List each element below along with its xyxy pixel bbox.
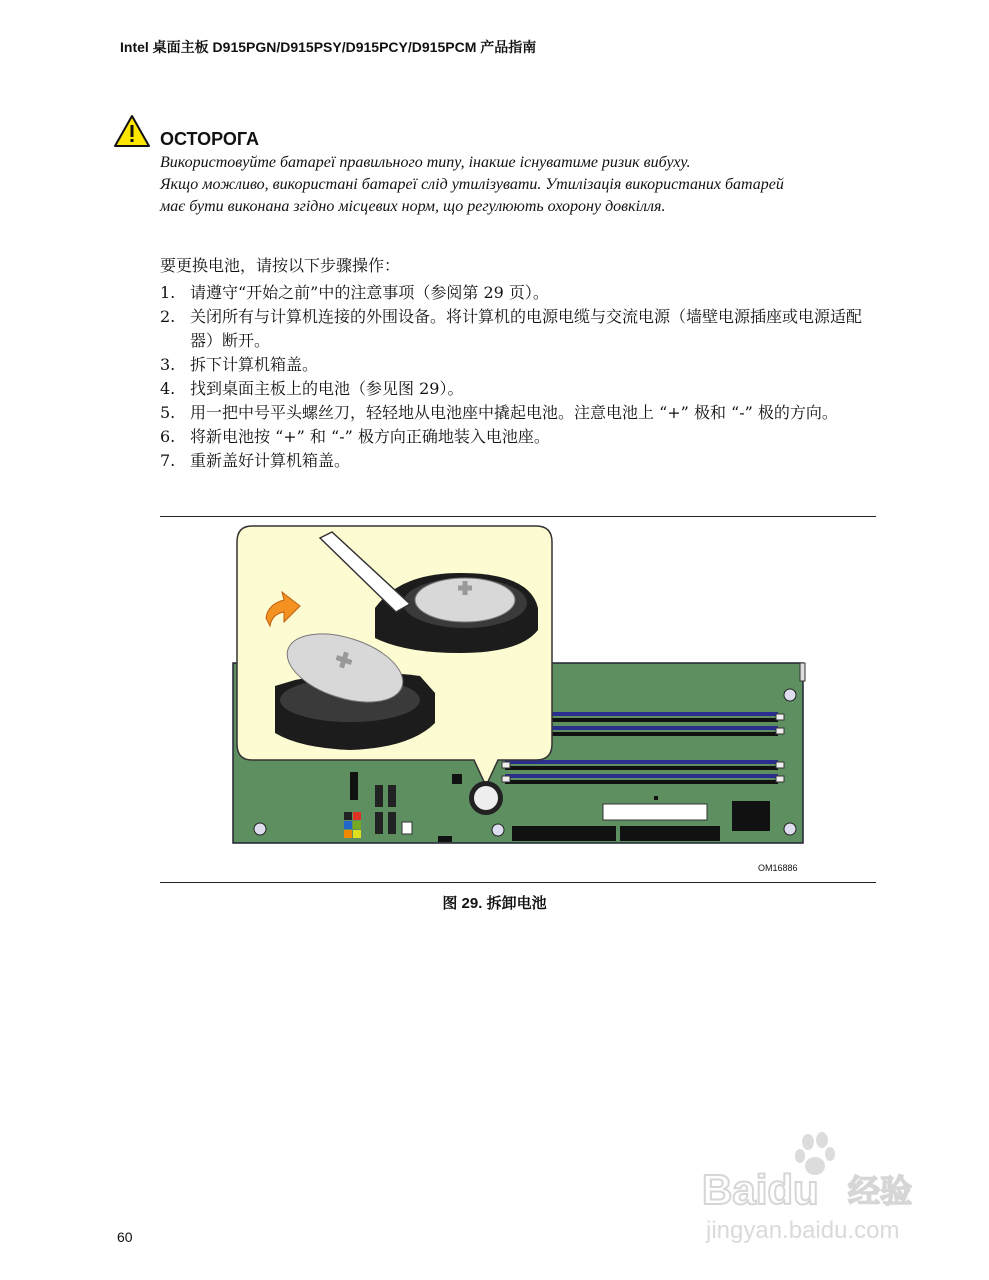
step-item [160, 425, 880, 449]
ide-connector [512, 826, 616, 841]
step-item [160, 353, 880, 377]
step-text: 用一把中号平头螺丝刀，轻轻地从电池座中撬起电池。注意电池上 “+” 极和 “-” 极的方向。 [190, 403, 838, 422]
step-text: 找到桌面主板上的电池（参见图 29）。 [190, 379, 464, 398]
chipset [732, 801, 770, 831]
watermark-url: jingyan.baidu.com [706, 1217, 900, 1244]
baidu-watermark [700, 1120, 940, 1250]
step-text: 请遵守“开始之前”中的注意事项（参阅第 29 页）。 [190, 283, 549, 302]
watermark-brand-cn: 经验 [848, 1172, 913, 1210]
step-list [160, 281, 880, 473]
warning-icon [113, 114, 151, 148]
battery-removal-figure [160, 518, 876, 883]
step-number: 2. [160, 307, 176, 326]
step-text: 拆下计算机箱盖。 [190, 355, 319, 374]
step-item [160, 377, 880, 401]
figure-id-label: OM16886 [758, 863, 798, 873]
step-item [160, 305, 870, 353]
ide-connector [620, 826, 720, 841]
figure-top-rule [160, 516, 876, 517]
page-header: Intel 桌面主板 D915PGN/D915PSY/D915PCY/D915PCM 产品指南 [120, 39, 537, 55]
floppy-connector [603, 804, 707, 820]
step-number: 3. [160, 355, 176, 374]
step-item [160, 281, 880, 305]
step-item [160, 401, 850, 425]
caution-line: має бути виконана згідно місцевих норм, що регулюють охорону довкілля. [160, 198, 666, 215]
step-text: 将新电池按 “+” 和 “-” 极方向正确地装入电池座。 [190, 427, 550, 446]
caution-title: ОСТОРОГА [160, 129, 259, 149]
procedure-intro: 要更换电池，请按以下步骤操作： [160, 256, 401, 275]
step-number: 1. [160, 283, 176, 302]
step-number: 7. [160, 451, 176, 470]
callout-bubble [237, 526, 552, 786]
step-text: 重新盖好计算机箱盖。 [190, 451, 351, 470]
step-number: 4. [160, 379, 176, 398]
step-number: 5. [160, 403, 176, 422]
step-text: 关闭所有与计算机连接的外围设备。将计算机的电源电缆与交流电源（墙壁电源插座或电源适配器）断开。 [190, 307, 863, 350]
caution-line: Якщо можливо, використані батареї слід утилізувати. Утилізація використаних батарей [160, 176, 784, 193]
figure-bottom-rule [160, 882, 876, 883]
step-number: 6. [160, 427, 176, 446]
figure-caption: 图 29. 拆卸电池 [442, 895, 547, 912]
step-item [160, 449, 880, 473]
page-number: 60 [117, 1229, 133, 1245]
battery [474, 786, 498, 810]
caution-line: Використовуйте батареї правильного типу, інакше існуватиме ризик вибуху. [160, 154, 691, 171]
watermark-brand: Baidu [702, 1166, 819, 1213]
